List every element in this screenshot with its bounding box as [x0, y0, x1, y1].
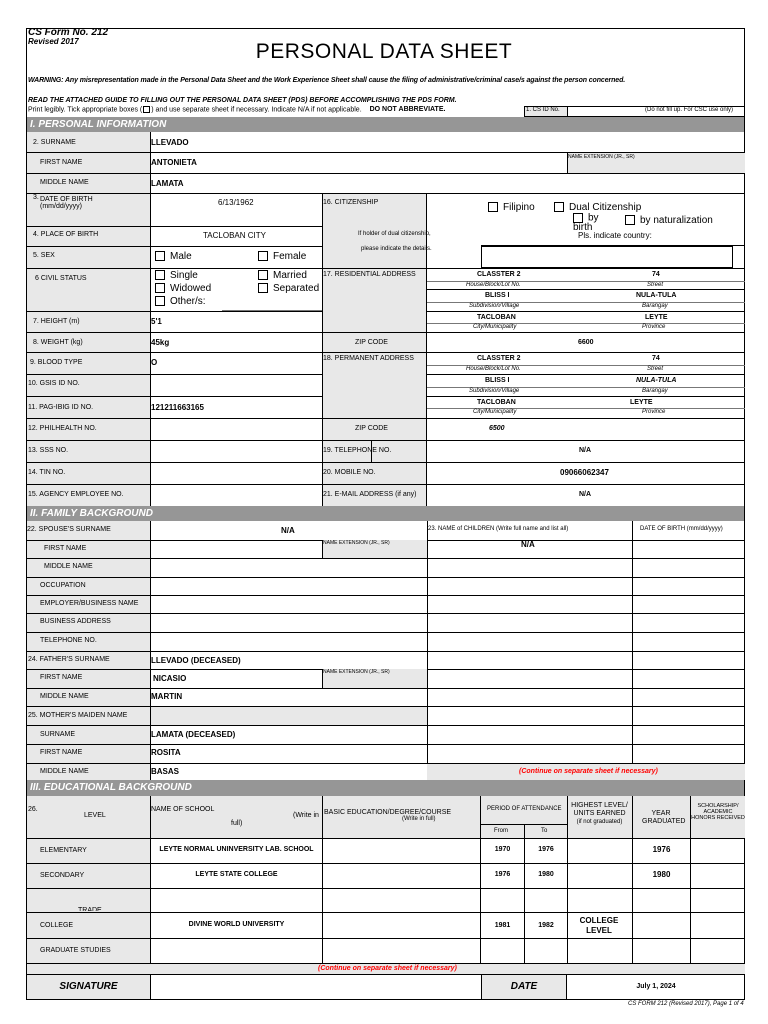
res-subdivision-value[interactable]: BLISS I — [485, 292, 510, 299]
res-street-value[interactable]: 74 — [652, 271, 660, 278]
perm-barangay-caption: Barangay — [642, 388, 668, 394]
weight-value[interactable]: 45kg — [151, 338, 170, 347]
philhealth-label: 12. PHILHEALTH NO. — [28, 425, 97, 432]
education-number: 26. — [28, 806, 38, 813]
male-option[interactable] — [155, 251, 192, 262]
education-header-row — [27, 796, 745, 838]
spouse-middle-name-label: MIDDLE NAME — [44, 563, 93, 570]
mother-middle-name-label: MIDDLE NAME — [40, 768, 89, 775]
dob-label: DATE OF BIRTH — [40, 196, 93, 203]
surname-label: 2. SURNAME — [33, 139, 76, 146]
citizenship-label: 16. CITIZENSHIP — [323, 199, 379, 206]
pagibig-value[interactable]: 121211663165 — [151, 403, 204, 412]
education-from[interactable]: 1976 — [494, 871, 511, 878]
dual-citizenship-checkbox-icon[interactable] — [554, 202, 564, 212]
others-checkbox-icon[interactable] — [155, 296, 165, 306]
education-school[interactable]: LEYTE STATE COLLEGE — [195, 871, 278, 878]
highest-level-header — [567, 802, 632, 826]
name-extension-label: NAME EXTENSION (JR., SR) — [568, 154, 635, 160]
section-personal-information: I. PERSONAL INFORMATION — [27, 117, 744, 132]
surname-value[interactable]: LLEVADO — [151, 138, 189, 147]
spouse-first-name-label: FIRST NAME — [44, 545, 87, 552]
blood-type-value[interactable]: O — [151, 358, 158, 367]
year-graduated-header: YEAR GRADUATED — [642, 810, 686, 825]
perm-subdivision-caption: Subdivision/Village — [469, 388, 520, 394]
single-checkbox-icon[interactable] — [155, 270, 165, 280]
by-birth-option[interactable] — [573, 213, 618, 232]
from-header: From — [494, 828, 508, 834]
country-note: Pls. indicate country: — [578, 231, 652, 240]
middle-name-value[interactable]: LAMATA — [151, 179, 184, 188]
res-province-caption: Province — [642, 324, 666, 330]
dual-holder-note: If holder of dual citizenship, — [358, 231, 431, 237]
female-label: Female — [273, 251, 307, 262]
father-middle-name-value[interactable]: MARTIN — [151, 692, 183, 701]
filipino-label: Filipino — [503, 202, 535, 213]
res-barangay-value[interactable]: NULA-TULA — [636, 292, 677, 299]
married-option[interactable] — [258, 270, 307, 281]
section-educational-background: III. EDUCATIONAL BACKGROUND — [27, 780, 744, 796]
period-header: PERIOD OF ATTENDANCE — [487, 806, 562, 812]
csc-use-note: (Do not fill up. For CSC use only) — [645, 107, 734, 113]
father-name-extension-label: NAME EXTENSION (JR., SR) — [323, 669, 390, 675]
single-label: Single — [170, 270, 198, 281]
height-label: 7. HEIGHT (m) — [33, 318, 80, 325]
education-level-header: LEVEL — [84, 812, 106, 819]
first-name-value[interactable]: ANTONIETA — [151, 158, 197, 167]
mobile-label: 20. MOBILE NO. — [323, 469, 376, 476]
by-naturalization-label: by naturalization — [640, 215, 713, 226]
perm-street-caption: Street — [647, 366, 664, 372]
occupation-label: OCCUPATION — [40, 582, 86, 589]
instruction-part-b: ) and use separate sheet if necessary. Indicate N/A if not applicable. — [151, 106, 362, 114]
perm-house-value[interactable]: CLASSTER 2 — [477, 355, 521, 362]
perm-zip-value[interactable]: 6500 — [489, 425, 505, 432]
signature-label: SIGNATURE — [59, 981, 118, 992]
dob-value[interactable]: 6/13/1962 — [218, 198, 254, 207]
res-city-value[interactable]: TACLOBAN — [477, 314, 516, 321]
father-surname-value[interactable]: LLEVADO (DECEASED) — [151, 656, 241, 665]
permanent-address-label: 18. PERMANENT ADDRESS — [323, 355, 414, 362]
education-to[interactable]: 1982 — [538, 922, 554, 929]
female-option[interactable] — [258, 251, 306, 262]
education-to[interactable]: 1980 — [538, 871, 554, 878]
education-from[interactable]: 1981 — [494, 922, 511, 929]
perm-zip-label: ZIP CODE — [355, 425, 388, 432]
spouse-name-extension-label: NAME EXTENSION (JR., SR) — [323, 540, 390, 546]
father-surname-label: 24. FATHER'S SURNAME — [28, 656, 110, 663]
mobile-value[interactable]: 09066062347 — [560, 468, 609, 477]
education-level-label: TRADE — [78, 907, 102, 911]
mother-middle-name-value[interactable]: BASAS — [151, 767, 180, 776]
warning-text: WARNING: Any misrepresentation made in the Personal Data Sheet and the Work Experience Sheet shall cause the filing of administrative/criminal case/s against the person concerned. — [28, 77, 626, 84]
course-header: BASIC EDUCATION/DEGREE/COURSE — [324, 809, 452, 816]
email-value[interactable]: N/A — [579, 491, 592, 498]
blood-type-label: 9. BLOOD TYPE — [30, 359, 83, 366]
mother-maiden-name-label: 25. MOTHER'S MAIDEN NAME — [28, 712, 128, 719]
business-address-label: BUSINESS ADDRESS — [40, 618, 111, 625]
separated-label: Separated — [273, 283, 320, 294]
education-level-label: GRADUATE STUDIES — [40, 947, 111, 954]
mother-first-name-label: FIRST NAME — [40, 749, 83, 756]
filipino-option[interactable] — [488, 202, 535, 213]
education-from[interactable]: 1970 — [494, 846, 511, 853]
telephone-value[interactable]: N/A — [579, 447, 592, 454]
education-school[interactable]: DIVINE WORLD UNIVERSITY — [188, 921, 285, 928]
education-level-column — [27, 838, 150, 964]
instruction-text — [28, 106, 445, 113]
perm-city-caption: City/Municipality — [473, 409, 517, 415]
res-house-value[interactable]: CLASSTER 2 — [477, 271, 521, 278]
single-option[interactable] — [155, 270, 198, 281]
res-province-value[interactable]: LEYTE — [645, 314, 668, 321]
male-checkbox-icon[interactable] — [155, 251, 165, 261]
csid-label: 1. CS ID No. — [526, 107, 560, 113]
perm-barangay-value[interactable]: NULA-TULA — [636, 377, 677, 384]
education-continue-note: (Continue on separate sheet if necessary) — [318, 965, 457, 972]
perm-province-value[interactable]: LEYTE — [630, 399, 653, 406]
widowed-label: Widowed — [170, 283, 212, 294]
res-zip-value[interactable]: 6600 — [578, 339, 594, 346]
male-label: Male — [170, 251, 192, 262]
school-name-header: NAME OF SCHOOL — [151, 806, 215, 813]
children-value[interactable]: N/A — [521, 540, 535, 549]
pob-value[interactable]: TACLOBAN CITY — [203, 231, 266, 240]
school-name-header-2: (Write in — [293, 812, 319, 819]
education-year[interactable]: 1976 — [652, 845, 671, 854]
dob-number: 3. — [33, 194, 39, 201]
widowed-checkbox-icon[interactable] — [155, 283, 165, 293]
school-name-header-3: full) — [231, 820, 243, 827]
education-level-label: SECONDARY — [40, 872, 85, 879]
page-title: PERSONAL DATA SHEET — [255, 40, 513, 63]
others-label: Other/s: — [170, 296, 206, 307]
tin-label: 14. TIN NO. — [28, 469, 66, 476]
education-level-label: ELEMENTARY — [40, 847, 87, 854]
date-value[interactable]: July 1, 2024 — [636, 983, 676, 990]
father-first-name-label: FIRST NAME — [40, 674, 83, 681]
by-birth-label: by birth — [573, 212, 599, 233]
mother-first-name-value[interactable]: ROSITA — [151, 748, 181, 757]
education-to[interactable]: 1976 — [538, 846, 554, 853]
form-revision: Revised 2017 — [28, 37, 79, 46]
height-value[interactable]: 5'1 — [151, 317, 162, 326]
perm-province-caption: Province — [642, 409, 666, 415]
country-field[interactable] — [481, 246, 733, 268]
telephone-label: 19. TELEPHONE NO. — [323, 447, 392, 454]
father-middle-name-label: MIDDLE NAME — [40, 693, 89, 700]
employer-label: EMPLOYER/BUSINESS NAME — [40, 600, 139, 607]
page-footer: CS FORM 212 (Revised 2017), Page 1 of 4 — [628, 1001, 744, 1007]
perm-city-value[interactable]: TACLOBAN — [477, 399, 516, 406]
form-number: CS Form No. 212 — [28, 27, 109, 38]
honors-header: SCHOLARSHIP/ ACADEMIC HONORS RECEIVED — [691, 803, 745, 821]
mother-maiden-name-row — [151, 707, 427, 725]
instruction-part-a: Print legibly. Tick appropriate boxes ( — [28, 106, 143, 114]
child-dob-label: DATE OF BIRTH (mm/dd/yyyy) — [640, 526, 723, 532]
female-checkbox-icon[interactable] — [258, 251, 268, 261]
by-naturalization-option[interactable] — [625, 215, 713, 226]
education-highest-level[interactable]: COLLEGE LEVEL — [579, 916, 619, 935]
pob-label: 4. PLACE OF BIRTH — [33, 231, 99, 238]
tick-box-icon — [143, 106, 150, 113]
married-label: Married — [273, 270, 307, 281]
agency-employee-label: 15. AGENCY EMPLOYEE NO. — [28, 491, 124, 498]
to-header: To — [541, 828, 548, 834]
dual-citizenship-label: Dual Citizenship — [569, 202, 642, 213]
education-school[interactable]: LEYTE NORMAL UNINVERSITY LAB. SCHOOL — [159, 846, 314, 853]
married-checkbox-icon[interactable] — [258, 270, 268, 280]
weight-label: 8. WEIGHT (kg) — [33, 339, 83, 346]
middle-label-column — [322, 194, 427, 506]
spouse-surname-value[interactable]: N/A — [281, 526, 295, 535]
civil-status-label: 6 CIVIL STATUS — [35, 275, 87, 282]
highest-level-header-note: (if not graduated) — [576, 819, 623, 825]
dual-citizenship-option[interactable] — [554, 202, 641, 213]
spouse-telephone-label: TELEPHONE NO. — [40, 637, 97, 644]
pagibig-label: 11. PAG-IBIG ID NO. — [28, 404, 94, 411]
others-option[interactable] — [155, 296, 206, 307]
children-label: 23. NAME of CHILDREN (Write full name and list all) — [428, 526, 569, 532]
date-label: DATE — [510, 981, 538, 992]
sex-label: 5. SEX — [33, 252, 55, 259]
filipino-checkbox-icon[interactable] — [488, 202, 498, 212]
spouse-surname-label: 22. SPOUSE'S SURNAME — [27, 526, 111, 533]
course-header-2: (Write in full) — [402, 816, 436, 822]
res-barangay-caption: Barangay — [642, 303, 668, 309]
signature-field[interactable] — [151, 975, 480, 999]
email-label: 21. E-MAIL ADDRESS (if any) — [323, 491, 417, 498]
first-name-label: FIRST NAME — [40, 159, 83, 166]
education-year[interactable]: 1980 — [652, 870, 671, 879]
by-naturalization-checkbox-icon[interactable] — [625, 215, 635, 225]
family-continue-note: (Continue on separate sheet if necessary) — [519, 768, 658, 775]
highest-level-header-text: HIGHEST LEVEL/ UNITS EARNED — [571, 802, 628, 817]
separated-checkbox-icon[interactable] — [258, 283, 268, 293]
res-street-caption: Street — [647, 282, 664, 288]
gsis-label: 10. GSIS ID NO. — [28, 380, 80, 387]
widowed-option[interactable] — [155, 283, 211, 294]
section-family-background: II. FAMILY BACKGROUND — [27, 506, 744, 521]
dob-format-label: (mm/dd/yyyy) — [40, 203, 82, 210]
perm-subdivision-value[interactable]: BLISS I — [485, 377, 510, 384]
guide-text: READ THE ATTACHED GUIDE TO FILLING OUT THE PERSONAL DATA SHEET (PDS) BEFORE ACCOMPLISHING THE PDS FORM. — [28, 97, 457, 104]
res-subdivision-caption: Subdivision/Village — [469, 303, 520, 309]
res-city-caption: City/Municipality — [473, 324, 517, 330]
perm-street-value[interactable]: 74 — [652, 355, 660, 362]
separated-option[interactable] — [258, 283, 319, 294]
residential-address-label: 17. RESIDENTIAL ADDRESS — [323, 271, 416, 278]
dual-holder-note-2: please indicate the details. — [361, 246, 432, 252]
perm-house-caption: House/Block/Lot No. — [466, 366, 521, 372]
res-house-caption: House/Block/Lot No. — [466, 282, 521, 288]
mother-surname-value[interactable]: LAMATA (DECEASED) — [151, 730, 236, 739]
no-abbreviate-text: DO NOT ABBREVIATE. — [369, 106, 446, 114]
mother-surname-label: SURNAME — [40, 731, 76, 738]
res-zip-label: ZIP CODE — [355, 339, 388, 346]
education-level-label: COLLEGE — [40, 922, 74, 929]
sss-label: 13. SSS NO. — [28, 447, 69, 454]
father-first-name-value[interactable]: NICASIO — [153, 674, 187, 683]
middle-name-label: MIDDLE NAME — [40, 179, 89, 186]
